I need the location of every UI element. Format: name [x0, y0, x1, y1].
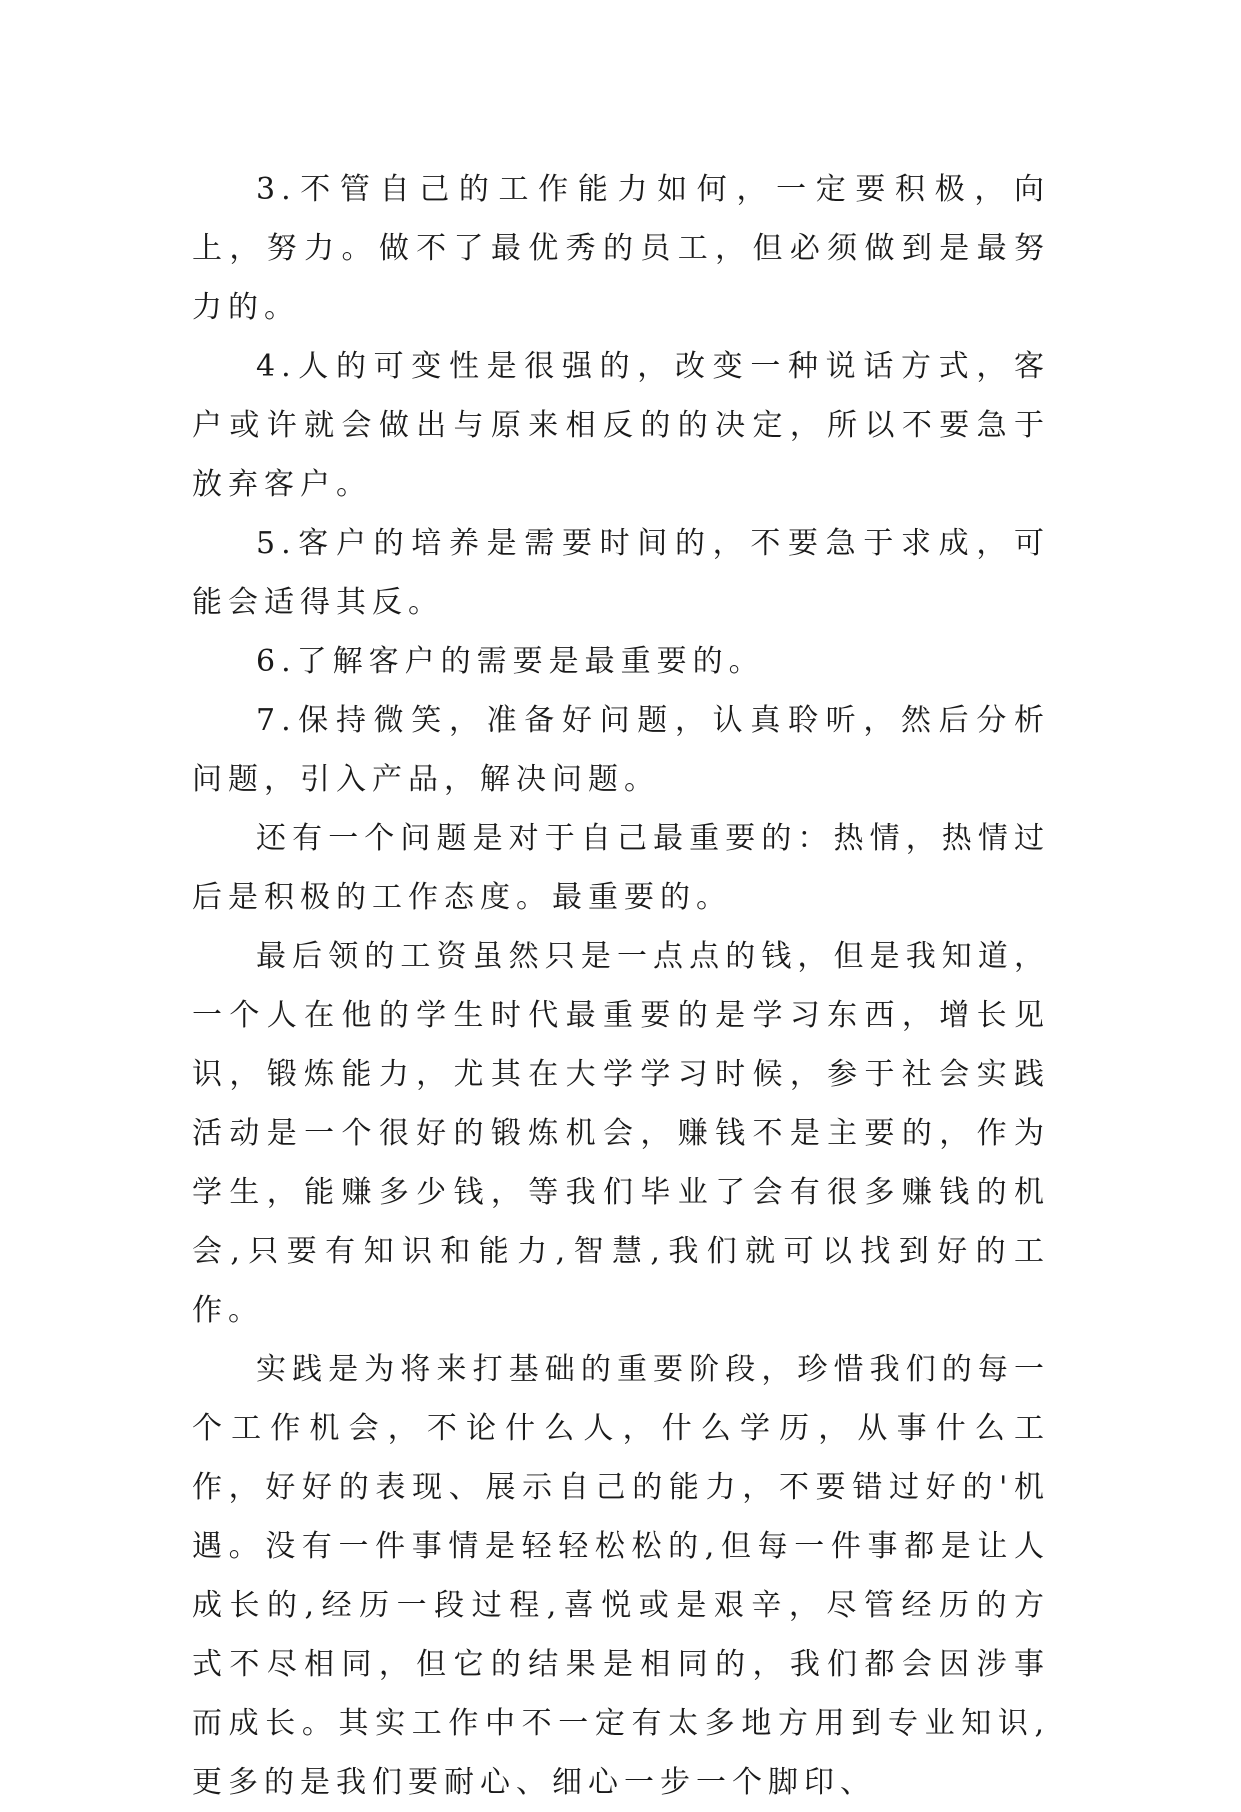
paragraph: 4.人的可变性是很强的，改变一种说话方式，客户或许就会做出与原来相反的的决定，所以不要急于放弃客户。 — [192, 349, 1050, 502]
paragraph: 还有一个问题是对于自己最重要的：热情，热情过后是积极的工作态度。最重要的。 — [192, 821, 1050, 915]
paragraph: 3.不管自己的工作能力如何，一定要积极，向上，努力。做不了最优秀的员工，但必须做到是最努力的。 — [192, 172, 1050, 325]
paragraph: 实践是为将来打基础的重要阶段，珍惜我们的每一个工作机会，不论什么人，什么学历，从事什么工作，好好的表现、展示自己的能力，不要错过好的'机遇。没有一件事情是轻轻松松的,但每一件事都是让人成长的,经历一段过程,喜悦或是艰辛，尽管经历的方式不尽相同，但它的结果是相同的，我们都会因涉事而成长。其实工作中不一定有太多地方用到专业知识,更多的是我们要耐心、细心一步一个脚印、 — [192, 1352, 1050, 1800]
document-body — [192, 160, 1050, 1812]
paragraph: 最后领的工资虽然只是一点点的钱，但是我知道，一个人在他的学生时代最重要的是学习东西，增长见识，锻炼能力，尤其在大学学习时候，参于社会实践活动是一个很好的锻炼机会，赚钱不是主要的，作为学生，能赚多少钱，等我们毕业了会有很多赚钱的机会,只要有知识和能力,智慧,我们就可以找到好的工作。 — [192, 939, 1050, 1328]
paragraph: 7.保持微笑，准备好问题，认真聆听，然后分析问题，引入产品，解决问题。 — [192, 703, 1050, 797]
paragraph: 5.客户的培养是需要时间的，不要急于求成，可能会适得其反。 — [192, 526, 1050, 620]
paragraph: 6.了解客户的需要是最重要的。 — [256, 644, 765, 679]
